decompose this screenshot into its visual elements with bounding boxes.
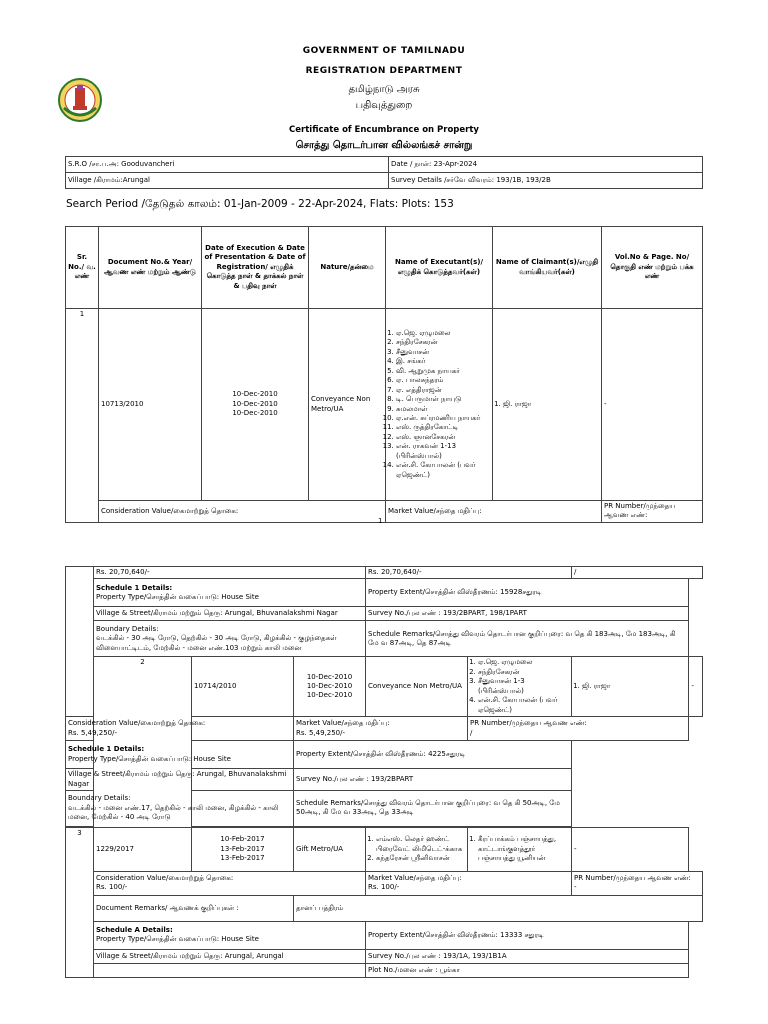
entry1-pr-label: PR Number/முந்தைய ஆவண எண்:	[602, 501, 703, 523]
entry2-remarks: Schedule Remarks/சொத்து விவரம் தொடர்பான குறிப்புரை: வ தெ கி 50அடி, மே 50அடி, கி மே வ 33அடி, தெ 33அடி	[294, 790, 572, 826]
entry1-sr: 1	[66, 309, 99, 523]
info-table	[65, 156, 703, 189]
entry1-doc: 10713/2010	[99, 309, 202, 501]
entry3-survey-no: Survey No./புல எண் : 193/1A, 193/1B1A	[366, 949, 689, 963]
certificate-title: Certificate of Encumbrance on Property	[289, 125, 479, 135]
entry1-consideration-value: Rs. 20,70,640/-	[94, 567, 366, 579]
entry1-pr-value: /	[572, 567, 703, 579]
col-date-header: Date of Execution & Date of Presentation & Date of Registration/ எழுதிக் கொடுத்த நாள் & தாக்கல் நாள் & பதிவு நாள்	[202, 227, 309, 309]
entry1-dates: 10-Dec-2010 10-Dec-2010 10-Dec-2010	[202, 309, 309, 501]
entry2-extent: Property Extent/சொத்தின் விஸ்தீரணம்: 4225சதுரடி	[294, 741, 572, 769]
encumbrance-table	[65, 226, 703, 523]
table-row	[66, 827, 703, 871]
entry1-boundary: Boundary Details: வடக்கில் - 30 அடி ரோடு, தெற்கில் - 30 அடி ரோடு, கிழக்கில் - குழந்தைகள் விளையாட்டிடம், மேற்கில் - மனை எண்.103 மற்றும் காலி மனை	[94, 621, 366, 657]
entry2-schedule: Schedule 1 Details: Property Type/சொத்தின் வகைப்பாடு: House Site	[66, 741, 294, 769]
entry1-consideration-label: Consideration Value/கைமாற்றுத் தொகை:	[99, 501, 386, 523]
entry2-boundary: Boundary Details: வடக்கில் - மனை எண்.17, தெற்கில் - காலி மனை, கிழக்கில் - காலி மனை, மேற்கில் - 40 அடி ரோடு	[66, 790, 294, 826]
entry2-village-street: Village & Street/கிராமம் மற்றும் தெரு: Arungal, Bhuvanalakshmi Nagar	[66, 769, 294, 791]
search-period: Search Period /தேடுதல் காலம்: 01-Jan-2009 - 22-Apr-2024, Flats: Plots: 153	[66, 198, 454, 210]
entry2-nature: Conveyance Non Metro/UA	[366, 657, 468, 717]
entry1-executants: 1. ஏ.ஜெ. ஏழுமலை 2. சந்திரசேகரன் 3. சீனுவாசன் 4. இ. சங்கர் 5. வி. ஆறுமுக நாயகர் 6. ஏ. பாலசுந்தரம் 7. ஏ. எத்திராஜன் 8. டி. பெருமாள் நாயுடு 9. சுமலமாள் 10. ஏ.என். சுப்ரமணிய நாயகர் 11. எஸ். ருத்திரகோட்டி 12. எஸ். ஞானசேகரன் 13. என். ராகவன் 1-13 (பிரின்ஸ்பால்) 14. என்.சி. கோபாலன் (பவர் ஏஜெண்ட்)	[386, 309, 493, 501]
entry2-pr: PR Number/முந்தைய ஆவண எண்: /	[468, 717, 689, 741]
entry3-village-street: Village & Street/கிராமம் மற்றும் தெரு: Arungal, Arungal	[94, 949, 366, 963]
col-nature-header: Nature/தன்மை	[309, 227, 386, 309]
entry1-village-street: Village & Street/கிராமம் மற்றும் தெரு: Arungal, Bhuvanalakshmi Nagar	[94, 607, 366, 621]
entry2-doc: 10714/2010	[192, 657, 294, 717]
entry1-schedule: Schedule 1 Details: Property Type/சொத்தின் வகைப்பாடு: House Site	[94, 579, 366, 607]
entry3-claimants: 1. கீரப்பாக்கம் பஞ்சாயத்து, காட்டாங்குளத்தூர் பஞ்சாயத்து யூனியன்	[468, 827, 572, 871]
entry1-survey-no: Survey No./புல எண் : 193/2BPART, 198/1PART	[366, 607, 689, 621]
table-row	[66, 657, 703, 717]
col-vol-header: Vol.No & Page. No/ தொகுதி எண் மற்றும் பக்க எண்	[602, 227, 703, 309]
col-executant-header: Name of Executant(s)/ எழுதிக் கொடுத்தவர்(கள்)	[386, 227, 493, 309]
entry1-market-label: Market Value/சந்தை மதிப்பு:	[386, 501, 602, 523]
survey-cell: Survey Details /சர்வே விவரம்: 193/1B, 193/2B	[389, 173, 703, 189]
entry3-consideration: Consideration Value/கைமாற்றுத் தொகை: Rs. 100/-	[94, 871, 366, 895]
entry1-market-value: Rs. 20,70,640/-	[366, 567, 572, 579]
header-govt-tamil: தமிழ்நாடு அரசு	[348, 84, 420, 95]
entry3-market: Market Value/சந்தை மதிப்பு: Rs. 100/-	[366, 871, 572, 895]
entry3-pr: PR Number/முந்தைய ஆவண எண்: -	[572, 871, 703, 895]
entry3-dates: 10-Feb-2017 13-Feb-2017 13-Feb-2017	[192, 827, 294, 871]
certificate-title-tamil: சொத்து தொடர்பான வில்லங்கச் சான்று	[295, 140, 473, 151]
header-dept-tamil: பதிவுத்துறை	[355, 100, 413, 111]
entry3-doc-remarks: தானப் பத்திரம்	[294, 895, 703, 921]
col-sr-header: Sr. No./ வ. எண்	[66, 227, 99, 309]
entry2-dates: 10-Dec-2010 10-Dec-2010 10-Dec-2010	[294, 657, 366, 717]
entry2-survey-no: Survey No./புல எண் : 193/2BPART	[294, 769, 572, 791]
entry1-remarks: Schedule Remarks/சொத்து விவரம் தொடர்பான குறிப்புரை: வ தெ கி 183அடி, மே 183அடி, கி மே வ 87அடி, தெ 87அடி	[366, 621, 689, 657]
page-number: 1	[378, 517, 383, 525]
table-row	[66, 309, 703, 501]
entry1-claimants: 1. ஜி. ராஜா	[493, 309, 602, 501]
entry3-nature: Gift Metro/UA	[294, 827, 366, 871]
entry3-executants: 1. எம்எஸ். லெதர் ஹண்ட் பிரைவேட் லிமிடெட்-க்காக 2. கந்தரேசன் ஸ்ரீனிவாசன்	[366, 827, 468, 871]
sro-cell: S.R.O /சா.ப.அ: Gooduvancheri	[66, 157, 389, 173]
encumbrance-table-continued	[65, 566, 703, 978]
entry2-market: Market Value/சந்தை மதிப்பு: Rs. 5,49,250/-	[294, 717, 468, 741]
header-govt: GOVERNMENT OF TAMILNADU	[302, 46, 466, 56]
page-2	[0, 566, 768, 1024]
col-doc-header: Document No.& Year/ ஆவண எண் மற்றும் ஆண்டு	[99, 227, 202, 309]
entry3-doc-remarks-label: Document Remarks/ ஆவணக் குறிப்புகள் :	[94, 895, 294, 921]
entry2-consideration: Consideration Value/கைமாற்றுத் தொகை: Rs. 5,49,250/-	[66, 717, 294, 741]
entry3-doc: 1229/2017	[94, 827, 192, 871]
entry3-plot-no: Plot No./மனை எண் : பூங்கா	[366, 963, 689, 977]
entry1-nature: Conveyance Non Metro/UA	[309, 309, 386, 501]
entry2-sr: 2	[94, 657, 192, 828]
village-cell: Village /கிராமம்:Arungal	[66, 173, 389, 189]
entry3-sr: 3	[66, 827, 94, 977]
entry1-vol: -	[602, 309, 703, 501]
header-dept: REGISTRATION DEPARTMENT	[305, 66, 463, 76]
entry3-schedule: Schedule A Details: Property Type/சொத்தின் வகைப்பாடு: House Site	[94, 921, 366, 949]
entry2-executants: 1. ஏ.ஜெ. ஏழுமலை 2. சந்திரசேகரன் 3. சீனுவாசன் 1-3 (பிரின்ஸ்பால்) 4. என்.சி. கோபாலன் (பவர் ஏஜெண்ட்)	[468, 657, 572, 717]
entry2-vol: -	[689, 657, 703, 717]
col-claimant-header: Name of Claimant(s)/எழுதி வாங்கியவர்(கள்)	[493, 227, 602, 309]
date-cell: Date / நாள்: 23-Apr-2024	[389, 157, 703, 173]
entry3-extent: Property Extent/சொத்தின் விஸ்தீரணம்: 13333 சதுரடி	[366, 921, 689, 949]
entry1-extent: Property Extent/சொத்தின் விஸ்தீரணம்: 15928சதுரடி	[366, 579, 689, 607]
entry2-claimants: 1. ஜி. ராஜா	[572, 657, 689, 717]
entry3-vol: -	[572, 827, 689, 871]
